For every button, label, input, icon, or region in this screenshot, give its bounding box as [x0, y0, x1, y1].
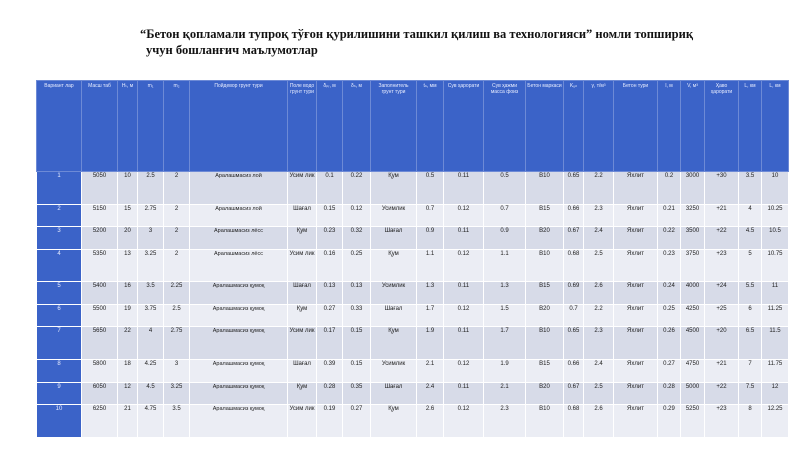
- column-header: δₚᵣ, м: [317, 81, 343, 172]
- table-cell: 5: [739, 249, 762, 282]
- table-cell: 0.32: [343, 227, 371, 250]
- table-cell: 1.3: [484, 282, 526, 305]
- column-header: Сув ҳарорати: [444, 81, 484, 172]
- table-cell: 3500: [681, 227, 705, 250]
- table-cell: 0.68: [564, 405, 584, 438]
- table-cell: 8: [739, 405, 762, 438]
- column-header: m₂: [164, 81, 190, 172]
- table-cell: 0.7: [417, 204, 444, 227]
- column-header: Поле водо грунт тури: [288, 81, 317, 172]
- table-cell: 11.75: [762, 360, 789, 383]
- table-cell: 4: [739, 204, 762, 227]
- table-cell: 0.2: [658, 172, 681, 205]
- table-cell: Усимлик: [371, 204, 417, 227]
- table-cell: 3: [164, 360, 190, 383]
- table-cell: Яхлит: [614, 204, 658, 227]
- table-cell: 0.27: [658, 360, 681, 383]
- table-cell: 5050: [82, 172, 118, 205]
- variant-cell: 9: [37, 382, 82, 405]
- table-cell: 0.29: [658, 405, 681, 438]
- column-header: Пойдевор грунт тури: [190, 81, 288, 172]
- table-cell: 2.1: [484, 382, 526, 405]
- table-cell: 6250: [82, 405, 118, 438]
- variant-cell: 3: [37, 227, 82, 250]
- table-cell: 0.66: [564, 204, 584, 227]
- variant-cell: 7: [37, 327, 82, 360]
- table-cell: 10.75: [762, 249, 789, 282]
- table-cell: Шағал: [288, 360, 317, 383]
- table-cell: Яхлит: [614, 405, 658, 438]
- table-cell: 0.24: [658, 282, 681, 305]
- table-cell: 0.27: [343, 405, 371, 438]
- table-cell: 2.5: [584, 382, 614, 405]
- table-cell: 5250: [681, 405, 705, 438]
- table-row: [37, 405, 789, 438]
- column-header: Hₜ, м: [118, 81, 138, 172]
- table-cell: Қум: [288, 382, 317, 405]
- table-cell: 1.9: [417, 327, 444, 360]
- table-cell: B10: [526, 327, 564, 360]
- table-cell: Қум: [288, 227, 317, 250]
- variant-cell: 1: [37, 172, 82, 205]
- table-cell: Қум: [371, 405, 417, 438]
- table-cell: 2.6: [584, 282, 614, 305]
- table-cell: Яхлит: [614, 249, 658, 282]
- table-cell: Аралашмасиз лой: [190, 172, 288, 205]
- table-cell: 0.66: [564, 360, 584, 383]
- table-cell: 5500: [82, 304, 118, 327]
- table-cell: 0.39: [317, 360, 343, 383]
- table-cell: +22: [705, 227, 739, 250]
- table-cell: 2.5: [584, 249, 614, 282]
- table-cell: +24: [705, 282, 739, 305]
- table-row: [37, 360, 789, 383]
- table-cell: 0.7: [484, 204, 526, 227]
- table-cell: 0.12: [444, 405, 484, 438]
- table-cell: Яхлит: [614, 282, 658, 305]
- table-cell: 2.1: [417, 360, 444, 383]
- table-cell: +25: [705, 304, 739, 327]
- table-cell: 1.9: [484, 360, 526, 383]
- table-cell: B15: [526, 204, 564, 227]
- table-cell: 0.22: [343, 172, 371, 205]
- table-cell: 4.5: [739, 227, 762, 250]
- table-cell: 4750: [681, 360, 705, 383]
- table-cell: Аралашмасиз қумоқ: [190, 304, 288, 327]
- table-cell: B10: [526, 172, 564, 205]
- table-cell: 3.75: [138, 304, 164, 327]
- table-cell: 0.25: [658, 304, 681, 327]
- column-header: m₁: [138, 81, 164, 172]
- table-cell: 0.27: [317, 304, 343, 327]
- table-cell: 1.7: [484, 327, 526, 360]
- table-cell: 3.5: [164, 405, 190, 438]
- table-cell: 0.67: [564, 382, 584, 405]
- table-cell: 0.5: [417, 172, 444, 205]
- table-cell: 0.23: [658, 249, 681, 282]
- table-cell: +20: [705, 327, 739, 360]
- table-cell: 0.12: [444, 249, 484, 282]
- table-cell: Шағал: [288, 204, 317, 227]
- table-cell: 2.75: [138, 204, 164, 227]
- table-cell: 1.1: [484, 249, 526, 282]
- table-cell: 4.25: [138, 360, 164, 383]
- table-cell: 2.5: [164, 304, 190, 327]
- variant-cell: 4: [37, 249, 82, 282]
- title-line-1: “Бетон қопламали тупроқ тўғон қурилишини ташкил қилиш ва технологияси” номли топшириқ: [140, 27, 694, 41]
- table-cell: Қум: [371, 327, 417, 360]
- table-cell: 0.15: [343, 360, 371, 383]
- table-cell: Аралашмасиз лой: [190, 204, 288, 227]
- table-cell: 13: [118, 249, 138, 282]
- table-cell: Яхлит: [614, 382, 658, 405]
- table-cell: 6.5: [739, 327, 762, 360]
- table-cell: 0.11: [444, 327, 484, 360]
- variant-cell: 10: [37, 405, 82, 438]
- table-cell: 2.3: [584, 327, 614, 360]
- table-cell: 12: [762, 382, 789, 405]
- table-cell: B20: [526, 227, 564, 250]
- table-cell: 3.25: [138, 249, 164, 282]
- table-cell: 21: [118, 405, 138, 438]
- table-cell: 20: [118, 227, 138, 250]
- table-body: [37, 172, 789, 438]
- table-cell: 4: [138, 327, 164, 360]
- table-cell: Шағал: [371, 227, 417, 250]
- table-cell: Аралашмасиз қумоқ: [190, 360, 288, 383]
- table-cell: +21: [705, 360, 739, 383]
- table-cell: Усимлик: [371, 282, 417, 305]
- table-row: [37, 304, 789, 327]
- table-cell: 0.11: [444, 172, 484, 205]
- table-cell: +21: [705, 204, 739, 227]
- column-header: V, м³: [681, 81, 705, 172]
- table-cell: 0.17: [317, 327, 343, 360]
- table-cell: Яхлит: [614, 360, 658, 383]
- table-cell: 5350: [82, 249, 118, 282]
- table-cell: 6: [739, 304, 762, 327]
- table-cell: 2.3: [584, 204, 614, 227]
- table-row: [37, 227, 789, 250]
- table-cell: 0.65: [564, 172, 584, 205]
- table-cell: 2: [164, 227, 190, 250]
- column-header: Заполнитель грунт тури: [371, 81, 417, 172]
- table-cell: 11.25: [762, 304, 789, 327]
- table-cell: 0.11: [444, 382, 484, 405]
- table-cell: Яхлит: [614, 304, 658, 327]
- table-cell: +23: [705, 249, 739, 282]
- table-cell: 4250: [681, 304, 705, 327]
- table-cell: Шағал: [288, 282, 317, 305]
- table-cell: 15: [118, 204, 138, 227]
- column-header: Ҳаво ҳарорати: [705, 81, 739, 172]
- table-cell: 2: [164, 172, 190, 205]
- table-row: [37, 172, 789, 205]
- table-cell: 10.5: [762, 227, 789, 250]
- table-cell: 2.3: [484, 405, 526, 438]
- column-header: Масш таб: [82, 81, 118, 172]
- table-cell: 18: [118, 360, 138, 383]
- column-header: Бетон тури: [614, 81, 658, 172]
- table-row: [37, 382, 789, 405]
- table-cell: 2.4: [584, 227, 614, 250]
- table-cell: 4.75: [138, 405, 164, 438]
- table-row: [37, 249, 789, 282]
- column-header: Сув ҳажми масса фоиз: [484, 81, 526, 172]
- table-cell: 6050: [82, 382, 118, 405]
- table-cell: 11.5: [762, 327, 789, 360]
- column-header: l, м: [658, 81, 681, 172]
- table-row: [37, 204, 789, 227]
- table-cell: 10.25: [762, 204, 789, 227]
- table-cell: 0.28: [317, 382, 343, 405]
- table-cell: Яхлит: [614, 227, 658, 250]
- table-cell: B20: [526, 304, 564, 327]
- table-cell: 0.13: [343, 282, 371, 305]
- table-cell: 3250: [681, 204, 705, 227]
- table-cell: 0.15: [317, 204, 343, 227]
- table-cell: 2.25: [164, 282, 190, 305]
- table-cell: 0.67: [564, 227, 584, 250]
- table-cell: Шағал: [371, 382, 417, 405]
- table-cell: 1.1: [417, 249, 444, 282]
- table-cell: 3000: [681, 172, 705, 205]
- table-cell: Аралашмасиз қумоқ: [190, 282, 288, 305]
- variant-cell: 8: [37, 360, 82, 383]
- table-cell: Аралашмасиз қумоқ: [190, 405, 288, 438]
- table-cell: 2.6: [584, 405, 614, 438]
- table-cell: 0.65: [564, 327, 584, 360]
- table-cell: 2.2: [584, 172, 614, 205]
- table-cell: Усим лик: [288, 327, 317, 360]
- table-cell: 2.4: [584, 360, 614, 383]
- table-cell: 0.33: [343, 304, 371, 327]
- column-header: Kᵤₙ: [564, 81, 584, 172]
- column-header: γ, т/м³: [584, 81, 614, 172]
- table-cell: 10: [118, 172, 138, 205]
- table-cell: +30: [705, 172, 739, 205]
- table-cell: 0.9: [484, 227, 526, 250]
- column-header: L, км: [762, 81, 789, 172]
- table-cell: Усим лик: [288, 172, 317, 205]
- variant-cell: 6: [37, 304, 82, 327]
- table-cell: 16: [118, 282, 138, 305]
- table-cell: 5650: [82, 327, 118, 360]
- table-cell: 2.75: [164, 327, 190, 360]
- table-cell: 5800: [82, 360, 118, 383]
- table-cell: 5200: [82, 227, 118, 250]
- table-cell: 10: [762, 172, 789, 205]
- table-cell: 4500: [681, 327, 705, 360]
- table-cell: Усим лик: [288, 249, 317, 282]
- table-cell: +23: [705, 405, 739, 438]
- table-cell: Аралашмасиз лёсс: [190, 227, 288, 250]
- table-row: [37, 327, 789, 360]
- table-cell: 0.25: [343, 249, 371, 282]
- table-cell: Шағал: [371, 304, 417, 327]
- table-cell: 0.35: [343, 382, 371, 405]
- variant-cell: 5: [37, 282, 82, 305]
- table-cell: +22: [705, 382, 739, 405]
- table-cell: Қум: [371, 172, 417, 205]
- table-cell: 0.7: [564, 304, 584, 327]
- table-cell: 0.12: [444, 304, 484, 327]
- table-cell: Аралашмасиз лёсс: [190, 249, 288, 282]
- table-row: [37, 282, 789, 305]
- table-cell: 0.19: [317, 405, 343, 438]
- table-cell: 0.1: [317, 172, 343, 205]
- table-cell: 0.11: [444, 282, 484, 305]
- table-cell: Аралашмасиз қумоқ: [190, 327, 288, 360]
- column-header: L, км: [739, 81, 762, 172]
- table-cell: 4000: [681, 282, 705, 305]
- table-cell: 2: [164, 204, 190, 227]
- column-header: δₙ, м: [343, 81, 371, 172]
- table-cell: 2.2: [584, 304, 614, 327]
- table-cell: 2.4: [417, 382, 444, 405]
- table-cell: 5400: [82, 282, 118, 305]
- table-cell: 5.5: [739, 282, 762, 305]
- table-cell: Усим лик: [288, 405, 317, 438]
- column-header: Вариант лар: [37, 81, 82, 172]
- initial-data-table: [36, 80, 789, 438]
- table-cell: 0.12: [444, 204, 484, 227]
- table-cell: 1.7: [417, 304, 444, 327]
- table-cell: 2.5: [138, 172, 164, 205]
- table-cell: Яхлит: [614, 172, 658, 205]
- table-cell: 0.12: [343, 204, 371, 227]
- table-cell: 3.25: [164, 382, 190, 405]
- table-cell: 0.68: [564, 249, 584, 282]
- table-cell: 0.12: [444, 360, 484, 383]
- table-cell: B10: [526, 405, 564, 438]
- table-cell: Усимлик: [371, 360, 417, 383]
- table-cell: B15: [526, 360, 564, 383]
- table-cell: 2: [164, 249, 190, 282]
- table-cell: B15: [526, 282, 564, 305]
- table-cell: 0.22: [658, 227, 681, 250]
- title-line-2: учун бошланғич маълумотлар: [146, 43, 318, 57]
- table-cell: 7: [739, 360, 762, 383]
- table-cell: 0.69: [564, 282, 584, 305]
- table-cell: B20: [526, 382, 564, 405]
- table-cell: 0.23: [317, 227, 343, 250]
- table-cell: 3: [138, 227, 164, 250]
- table-cell: 2.6: [417, 405, 444, 438]
- table-cell: 12.25: [762, 405, 789, 438]
- column-header: tₙ, мм: [417, 81, 444, 172]
- table-cell: Қум: [371, 249, 417, 282]
- table-cell: 3.5: [138, 282, 164, 305]
- table-cell: 0.26: [658, 327, 681, 360]
- table-cell: 5150: [82, 204, 118, 227]
- table-header-row: [37, 81, 789, 172]
- table-cell: 7.5: [739, 382, 762, 405]
- table-cell: 0.21: [658, 204, 681, 227]
- table-cell: 19: [118, 304, 138, 327]
- table-cell: 1.5: [484, 304, 526, 327]
- table-cell: 12: [118, 382, 138, 405]
- table-cell: 3750: [681, 249, 705, 282]
- table-cell: 0.16: [317, 249, 343, 282]
- table-cell: B10: [526, 249, 564, 282]
- table-cell: 0.13: [317, 282, 343, 305]
- table-cell: 11: [762, 282, 789, 305]
- table-cell: 0.28: [658, 382, 681, 405]
- table-cell: 0.9: [417, 227, 444, 250]
- variant-cell: 2: [37, 204, 82, 227]
- page-title: [140, 26, 700, 58]
- table-cell: 0.5: [484, 172, 526, 205]
- table-cell: 22: [118, 327, 138, 360]
- table-cell: 1.3: [417, 282, 444, 305]
- table-cell: Қум: [288, 304, 317, 327]
- table-cell: 5000: [681, 382, 705, 405]
- table-cell: Яхлит: [614, 327, 658, 360]
- table-cell: 0.11: [444, 227, 484, 250]
- table-cell: 0.15: [343, 327, 371, 360]
- table-cell: Аралашмасиз қумоқ: [190, 382, 288, 405]
- table-cell: 3.5: [739, 172, 762, 205]
- column-header: Бетон маркаси: [526, 81, 564, 172]
- table-cell: 4.5: [138, 382, 164, 405]
